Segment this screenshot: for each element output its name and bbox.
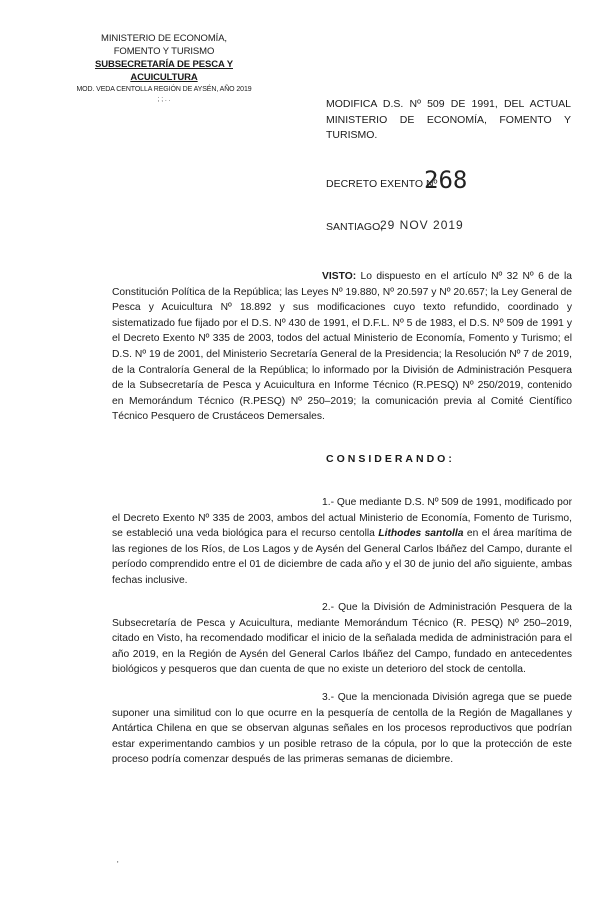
place-label: SANTIAGO, [326, 221, 384, 233]
considerando-paragraph-2: 2.- Que la División de Administración Pesquera de la Subsecretaría de Pesca y Acuicultura, mediante Memorándum Técnico (R. PESQ) Nº 250–2019, citado en Visto, ha recomendado modificar el inicio de la señalada medida de administración para el año 2019, en la Región de Aysén del General Carlos Ibáñez del Campo, fundado en antecedentes biológicos y pesqueros que dan cuenta de que no existe un deterioro del stock de centolla. [112, 602, 572, 676]
visto-text: Lo dispuesto en el artículo Nº 32 Nº 6 de la Constitución Política de la República; las Leyes Nº 19.880, Nº 20.597 y Nº 20.657; la Ley General de Pesca y Acuicultura Nº 18.892 y sus modificaciones cuyo texto refundido, coordinado y sistematizado fue fijado por el D.S. Nº 430 de 1991, el D.F.L. Nº 5 de 1983, el D.S. Nº 509 de 1991 y el Decreto Exento Nº 335 de 2003, todos del actual Ministerio de Economía, Fomento y Turismo; el D.S. Nº 19 de 2001, del Ministerio Secretaría General de la Presidencia; la Resolución Nº 7 de 2019, de la Contraloría General de la República; lo informado por la División de Administración Pesquera de la Subsecretaría de Pesca y Acuicultura en Informe Técnico (R.PESQ) Nº 250/2019, contenido en Memorándum Técnico (R.PESQ) Nº 250–2019; la comunicación previa al Comité Científico Técnico Pesquero de Crustáceos Demersales. [112, 271, 572, 423]
document-reference: MOD. VEDA CENTOLLA REGIÓN DE AYSÉN, AÑO 2019 [76, 86, 252, 93]
visto-paragraph [112, 269, 572, 425]
ministry-name-cont: FOMENTO Y TURISMO [113, 46, 215, 57]
considerando-heading: CONSIDERANDO: [326, 453, 455, 465]
date-stamp: 29 NOV 2019 [380, 218, 464, 232]
considerando-paragraph-3: 3.- Que la mencionada División agrega que se puede suponer una similitud con lo que ocurre en la pesquería de centolla de la Región de Magallanes y Antártica Chilena en que se observan algunas señales en los procesos reproductivos que podrían estar experimentando cambios y un posible retraso de la cópula, por lo que la protección de este proceso podría comenzar después de las primeras semanas de diciembre. [112, 692, 572, 766]
p1-text-end: en el área marítima de las regiones de los Ríos, de Los Lagos y de Aysén del General Carlos Ibáñez del Campo, durante el período comprendido entre el 01 de diciembre de cada año y el 30 de junio del año siguiente, ambas fechas inclusive. [112, 528, 572, 586]
undersecretariat-name: SUBSECRETARÍA DE PESCA Y ACUICULTURA [94, 59, 233, 83]
species-name: Lithodes santolla [378, 528, 464, 540]
decree-label: DECRETO EXENTO Nº [326, 178, 438, 190]
margin-mark: ' [117, 860, 119, 869]
visto-lead: VISTO: [322, 271, 357, 282]
p1-text-start: 1.- Que mediante D.S. Nº 509 de 1991, modificado por el Decreto Exento Nº 335 de 2003, ambos del actual Ministerio de Economía, Fomento de Turismo, se estableció una veda biológica para el recurso centolla [112, 497, 572, 540]
decree-number: 268 [424, 166, 468, 194]
ministry-name: MINISTERIO DE ECONOMÍA, [101, 33, 227, 44]
considerando-paragraph-1 [112, 495, 572, 589]
stamp-marks: ; ; . . [157, 96, 171, 103]
letterhead [64, 32, 264, 104]
decree-subject: MODIFICA D.S. Nº 509 DE 1991, DEL ACTUAL MINISTERIO DE ECONOMÍA, FOMENTO Y TURISMO. [326, 98, 571, 141]
